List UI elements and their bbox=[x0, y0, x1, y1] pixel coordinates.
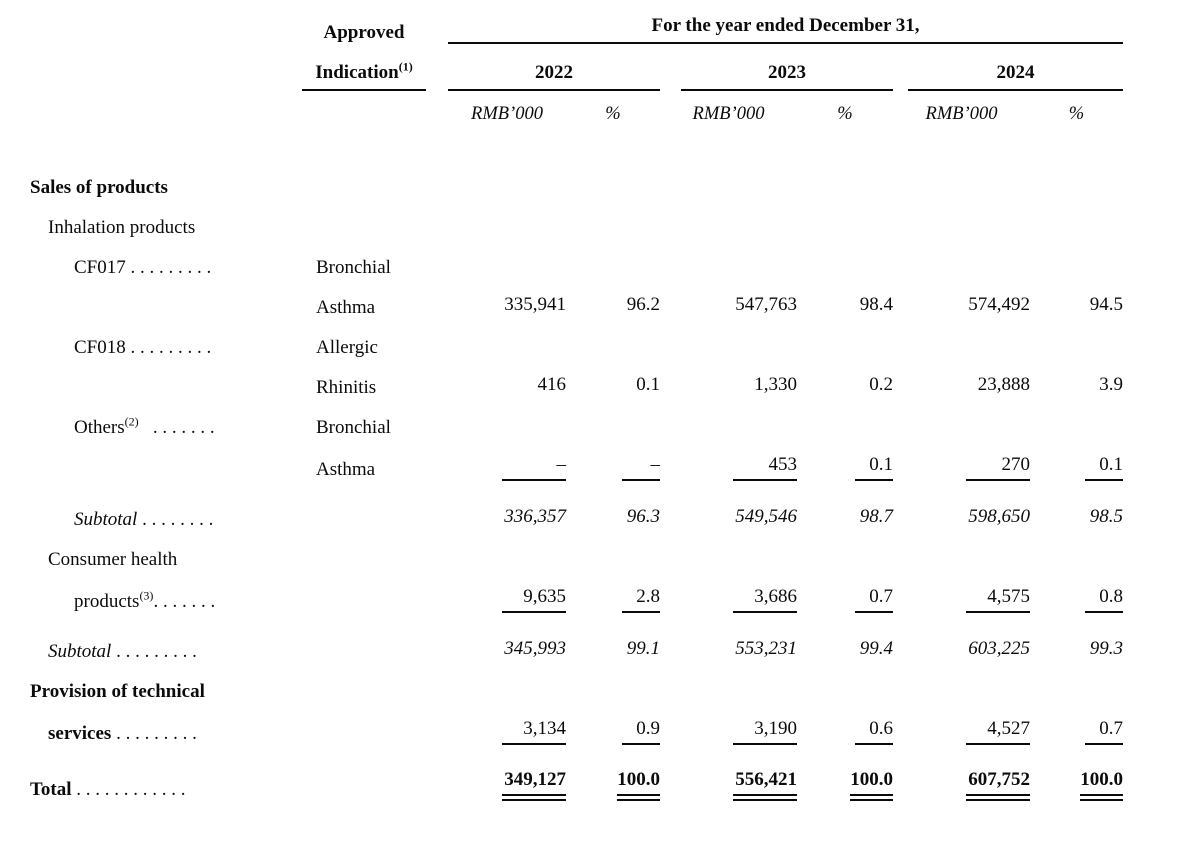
row-label bbox=[30, 533, 302, 573]
col-header-rmb-2022: RMB’000 bbox=[471, 104, 543, 124]
value-text: 98.4 bbox=[859, 294, 893, 315]
value-text: 3.9 bbox=[1099, 374, 1124, 395]
header-empty-cell bbox=[30, 44, 302, 91]
value-text: 0.6 bbox=[855, 718, 893, 745]
value-text: 2.8 bbox=[622, 586, 660, 613]
row-indication bbox=[302, 401, 448, 441]
value-text: 9,635 bbox=[502, 586, 566, 613]
row-indication bbox=[302, 241, 448, 281]
value-text: 0.9 bbox=[622, 718, 660, 745]
value-2024-rmb bbox=[893, 361, 1030, 401]
value-text: 547,763 bbox=[735, 294, 797, 315]
row-label-text: Total bbox=[30, 779, 72, 800]
row-indication bbox=[302, 321, 448, 361]
year-header-2022: 2022 bbox=[448, 62, 660, 91]
value-text: 0.8 bbox=[1085, 586, 1123, 613]
indication-text: Bronchial bbox=[316, 417, 391, 438]
leader-dots: . . . . . . . . . . . . bbox=[71, 779, 186, 800]
value-2022-pct bbox=[566, 573, 660, 625]
table-row-cf018 bbox=[30, 321, 1123, 361]
value-text: 4,527 bbox=[966, 718, 1030, 745]
table-row-cf017 bbox=[30, 241, 1123, 281]
leader-dots: . . . . . . . . . bbox=[111, 641, 197, 662]
row-indication bbox=[302, 533, 448, 573]
row-label bbox=[30, 573, 302, 625]
value-2024-rmb bbox=[893, 757, 1030, 803]
footnote-3-sup: (3) bbox=[139, 588, 154, 603]
col-header-rmb-2024: RMB’000 bbox=[925, 104, 998, 124]
value-text: 3,190 bbox=[733, 718, 797, 745]
row-indication bbox=[302, 705, 448, 757]
value-2022-pct bbox=[566, 625, 660, 665]
value-2023-rmb bbox=[660, 441, 797, 493]
row-indication bbox=[302, 361, 448, 401]
value-2024-rmb bbox=[893, 573, 1030, 625]
value-2022-pct bbox=[566, 757, 660, 803]
row-label-text: products bbox=[74, 591, 140, 612]
table-row-provision-technical bbox=[30, 665, 1123, 705]
col-header-pct-2022: % bbox=[605, 104, 621, 124]
value-text: 99.1 bbox=[626, 638, 660, 659]
row-indication bbox=[302, 757, 448, 803]
value-2022-rmb bbox=[448, 705, 566, 757]
table-row-consumer-health bbox=[30, 533, 1123, 573]
row-label-text: Subtotal bbox=[74, 509, 138, 530]
value-2023-rmb bbox=[660, 757, 797, 803]
value-2023-rmb bbox=[660, 625, 797, 665]
row-label bbox=[30, 321, 302, 361]
value-2024-pct bbox=[1030, 757, 1123, 803]
indication-text: Asthma bbox=[316, 459, 376, 480]
value-text: 270 bbox=[966, 454, 1030, 481]
leader-dots: . . . . . . . . . bbox=[111, 723, 197, 744]
value-2024-rmb bbox=[893, 625, 1030, 665]
value-2022-rmb bbox=[448, 441, 566, 493]
value-text: 603,225 bbox=[968, 638, 1030, 659]
value-2023-rmb bbox=[660, 705, 797, 757]
row-label bbox=[30, 201, 302, 241]
row-label bbox=[30, 493, 302, 533]
table-row-services-values bbox=[30, 705, 1123, 757]
year-2022-cell bbox=[448, 44, 660, 91]
value-text: 23,888 bbox=[977, 374, 1030, 395]
value-2023-pct bbox=[797, 757, 893, 803]
table-row-others bbox=[30, 401, 1123, 441]
row-label bbox=[30, 361, 302, 401]
value-2022-rmb bbox=[448, 625, 566, 665]
value-text: 98.5 bbox=[1089, 506, 1124, 527]
header-empty-cell bbox=[30, 4, 302, 44]
row-indication bbox=[302, 573, 448, 625]
col-header-rmb-2023: RMB’000 bbox=[692, 104, 765, 124]
year-header-2024: 2024 bbox=[908, 62, 1123, 91]
leader-dots: . . . . . . . . bbox=[137, 509, 214, 530]
indication-text: Allergic bbox=[316, 337, 378, 358]
row-indication bbox=[302, 441, 448, 493]
value-2022-pct bbox=[566, 493, 660, 533]
col-header-pct-2023: % bbox=[837, 104, 853, 124]
value-text: 416 bbox=[537, 374, 566, 395]
value-text: 349,127 bbox=[502, 769, 566, 801]
table-body bbox=[30, 161, 1123, 803]
value-text: 0.2 bbox=[869, 374, 893, 395]
value-text: 3,686 bbox=[733, 586, 797, 613]
row-label bbox=[30, 241, 302, 281]
value-2023-rmb bbox=[660, 573, 797, 625]
value-2024-pct bbox=[1030, 573, 1123, 625]
value-2022-rmb bbox=[448, 757, 566, 803]
approved-indication-cell bbox=[302, 44, 448, 91]
value-text: 100.0 bbox=[1080, 769, 1123, 801]
value-text: 0.1 bbox=[1085, 454, 1123, 481]
value-text: 556,421 bbox=[733, 769, 797, 801]
approved-indication-text: Indication bbox=[315, 62, 399, 83]
header-row-years bbox=[30, 44, 1123, 91]
col-header-pct-2024: % bbox=[1068, 104, 1085, 124]
value-2022-pct bbox=[566, 281, 660, 321]
row-indication bbox=[302, 625, 448, 665]
value-2023-pct bbox=[797, 625, 893, 665]
value-text: 336,357 bbox=[504, 506, 566, 527]
row-indication bbox=[302, 493, 448, 533]
period-header-cell bbox=[448, 4, 1123, 44]
value-text: 598,650 bbox=[968, 506, 1030, 527]
period-title: For the year ended December 31, bbox=[448, 15, 1123, 44]
row-label-text: Inhalation products bbox=[48, 217, 196, 238]
header-row-period bbox=[30, 4, 1123, 44]
row-label-text: Provision of technical bbox=[30, 681, 205, 702]
value-2023-pct bbox=[797, 361, 893, 401]
table-row-sales-of-products bbox=[30, 161, 1123, 201]
table-row-subtotal-inhalation bbox=[30, 493, 1123, 533]
row-label bbox=[30, 665, 302, 705]
row-label-text: Consumer health bbox=[48, 549, 178, 570]
value-2024-pct bbox=[1030, 281, 1123, 321]
value-2022-pct bbox=[566, 441, 660, 493]
approved-indication-line2 bbox=[302, 59, 426, 91]
value-text: 100.0 bbox=[617, 769, 660, 801]
value-text: 96.2 bbox=[626, 294, 660, 315]
value-2024-rmb bbox=[893, 705, 1030, 757]
row-label-text: CF017 bbox=[74, 257, 126, 278]
value-text: 1,330 bbox=[754, 374, 797, 395]
row-label bbox=[30, 401, 302, 441]
value-2023-rmb bbox=[660, 361, 797, 401]
row-indication bbox=[302, 665, 448, 705]
row-label-text: CF018 bbox=[74, 337, 126, 358]
header-spacer bbox=[30, 131, 1123, 161]
value-2024-pct bbox=[1030, 705, 1123, 757]
row-label bbox=[30, 441, 302, 493]
table-row-consumer-health-products bbox=[30, 573, 1123, 625]
value-text: 98.7 bbox=[859, 506, 893, 527]
row-label-text: Others bbox=[74, 417, 125, 438]
value-2024-pct bbox=[1030, 625, 1123, 665]
value-text: 94.5 bbox=[1089, 294, 1124, 315]
indication-text: Bronchial bbox=[316, 257, 391, 278]
leader-dots: . . . . . . . . . bbox=[125, 257, 212, 278]
value-text: 3,134 bbox=[502, 718, 566, 745]
table-row-total bbox=[30, 757, 1123, 803]
value-text: 4,575 bbox=[966, 586, 1030, 613]
value-2024-pct bbox=[1030, 441, 1123, 493]
year-2023-cell bbox=[660, 44, 893, 91]
footnote-2-sup: (2) bbox=[124, 414, 139, 429]
approved-indication-line1: Approved bbox=[323, 22, 405, 43]
value-2024-rmb bbox=[893, 281, 1030, 321]
row-label bbox=[30, 757, 302, 803]
table-row-others-values bbox=[30, 441, 1123, 493]
value-2024-pct bbox=[1030, 493, 1123, 533]
footnote-1-sup: (1) bbox=[398, 59, 413, 74]
value-2024-rmb bbox=[893, 493, 1030, 533]
year-header-2023: 2023 bbox=[681, 62, 893, 91]
value-text: 607,752 bbox=[966, 769, 1030, 801]
header-empty-cell bbox=[302, 91, 448, 131]
row-label-text: Subtotal bbox=[48, 641, 112, 662]
financial-table bbox=[30, 4, 1123, 803]
value-text: 99.3 bbox=[1089, 638, 1124, 659]
table-row-cf018-values bbox=[30, 361, 1123, 401]
value-2024-rmb bbox=[893, 441, 1030, 493]
value-2022-rmb bbox=[448, 361, 566, 401]
value-2022-rmb bbox=[448, 281, 566, 321]
row-indication bbox=[302, 161, 448, 201]
table-row-inhalation-products bbox=[30, 201, 1123, 241]
value-text: 0.1 bbox=[855, 454, 893, 481]
header-row-units bbox=[30, 91, 1123, 131]
value-text: 549,546 bbox=[735, 506, 797, 527]
row-label-text: Sales of products bbox=[30, 177, 168, 198]
value-2022-pct bbox=[566, 705, 660, 757]
row-label bbox=[30, 625, 302, 665]
leader-dots: . . . . . . . bbox=[153, 591, 216, 612]
value-2022-rmb bbox=[448, 493, 566, 533]
value-2023-pct bbox=[797, 441, 893, 493]
value-2023-rmb bbox=[660, 281, 797, 321]
value-text: – bbox=[502, 454, 566, 481]
value-text: 100.0 bbox=[850, 769, 893, 801]
value-text: 0.7 bbox=[855, 586, 893, 613]
table-row-subtotal-sales bbox=[30, 625, 1123, 665]
row-label-text: services bbox=[48, 723, 112, 744]
row-label bbox=[30, 161, 302, 201]
header-empty-cell bbox=[30, 91, 302, 131]
value-2023-rmb bbox=[660, 493, 797, 533]
value-text: – bbox=[622, 454, 660, 481]
value-text: 453 bbox=[733, 454, 797, 481]
indication-text: Asthma bbox=[316, 297, 376, 318]
table-header bbox=[30, 4, 1123, 161]
value-2023-pct bbox=[797, 705, 893, 757]
value-2022-rmb bbox=[448, 573, 566, 625]
year-2024-cell bbox=[893, 44, 1123, 91]
indication-text: Rhinitis bbox=[316, 377, 377, 398]
row-label bbox=[30, 705, 302, 757]
leader-dots: . . . . . . . bbox=[138, 417, 215, 438]
leader-dots: . . . . . . . . . bbox=[125, 337, 212, 358]
row-indication bbox=[302, 281, 448, 321]
value-text: 335,941 bbox=[504, 294, 566, 315]
value-2023-pct bbox=[797, 281, 893, 321]
value-text: 553,231 bbox=[735, 638, 797, 659]
value-2023-pct bbox=[797, 493, 893, 533]
value-text: 99.4 bbox=[859, 638, 893, 659]
value-2024-pct bbox=[1030, 361, 1123, 401]
value-text: 0.7 bbox=[1085, 718, 1123, 745]
table-row-cf017-values bbox=[30, 281, 1123, 321]
row-label bbox=[30, 281, 302, 321]
value-text: 574,492 bbox=[968, 294, 1030, 315]
value-text: 345,993 bbox=[504, 638, 566, 659]
value-text: 0.1 bbox=[636, 374, 660, 395]
value-text: 96.3 bbox=[626, 506, 660, 527]
value-2023-pct bbox=[797, 573, 893, 625]
value-2022-pct bbox=[566, 361, 660, 401]
row-indication bbox=[302, 201, 448, 241]
